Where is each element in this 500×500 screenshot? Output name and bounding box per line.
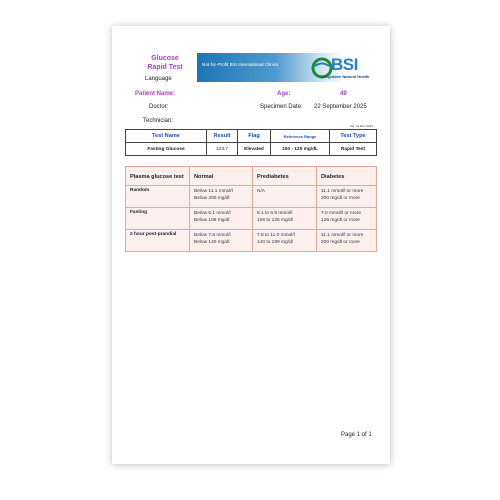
cell-test-name: Fasting Glucose <box>126 143 207 156</box>
col-test-type: Test Type <box>330 130 377 143</box>
col-reference-range: Reference Range <box>271 130 330 143</box>
ref-line: 11.1 mmol/l or more <box>321 233 364 238</box>
logo-subtitle: Integrative Natural Health <box>321 74 370 79</box>
age-label: Age: <box>277 91 291 97</box>
ref-cell-normal <box>190 186 253 208</box>
results-header-row <box>126 130 377 143</box>
ref-line: 108 to 125 mg/dl <box>257 218 293 223</box>
results-table <box>125 129 377 156</box>
reference-row <box>126 230 377 252</box>
ref-line: 140 to 199 mg/dl <box>257 240 293 245</box>
ref-cell-normal <box>190 230 253 252</box>
ref-line: Below 108 mg/dl <box>194 218 230 223</box>
ref-line: 6.1 to 6.9 mmol/l <box>257 211 293 216</box>
specimen-date-label: Specimen Date: <box>260 104 303 110</box>
reference-header-row <box>126 167 377 186</box>
age-value: 49 <box>340 91 347 97</box>
report-title <box>130 54 200 72</box>
reference-table <box>125 166 377 252</box>
doctor-label: Doctor: <box>149 104 169 110</box>
ref-line: 7.8 to 11.0 mmol/l <box>257 233 295 238</box>
ref-cell-test: Random <box>126 186 190 208</box>
ref-line: 11.1 mmol/l or more <box>321 189 364 194</box>
page-number: Page 1 of 1 <box>341 432 372 438</box>
ref-cell-diabetes <box>317 186 377 208</box>
ref-col-diabetes: Diabetes <box>317 167 377 186</box>
ref-cell-test: Fasting <box>126 208 190 230</box>
ref-line: Below 7.8 mmol/l <box>194 233 231 238</box>
ref-col-prediabetes: Prediabetes <box>253 167 317 186</box>
ref-line: Below 140 mg/dl <box>194 240 230 245</box>
ref-col-test: Plasma glucose test <box>126 167 190 186</box>
version-note: Ver. 11 Dec 2024 <box>350 124 373 128</box>
ref-cell-diabetes <box>317 230 377 252</box>
ref-line: 200 mg/dl or more <box>321 196 360 201</box>
logo-text: BSI <box>331 55 358 74</box>
cell-result: 123.7 <box>207 143 238 156</box>
ref-cell-prediabetes <box>253 230 317 252</box>
banner-text: Not-for-Profit BSI International Clinics <box>202 62 279 67</box>
technician-label: Technician: <box>143 118 174 124</box>
ref-cell-normal <box>190 208 253 230</box>
ref-line: 126 mg/dl or more <box>321 218 360 223</box>
ref-line: Below 11.1 mmol/l <box>194 189 233 194</box>
reference-row <box>126 186 377 208</box>
col-result: Result <box>207 130 238 143</box>
clinic-banner <box>197 53 372 82</box>
title-line-2: Rapid Test <box>147 64 183 71</box>
cell-reference-range: 100 - 125 mg/dL <box>271 143 330 156</box>
ref-line: Below 6.1 mmol/l <box>194 211 231 216</box>
ref-cell-test: 2 hour post-prandial <box>126 230 190 252</box>
specimen-date-value: 22 September 2025 <box>314 104 367 110</box>
ref-col-normal: Normal <box>190 167 253 186</box>
ref-cell-prediabetes <box>253 208 317 230</box>
ref-cell-diabetes <box>317 208 377 230</box>
results-row <box>126 143 377 156</box>
reference-row <box>126 208 377 230</box>
col-flag: Flag <box>238 130 271 143</box>
ref-cell-prediabetes <box>253 186 317 208</box>
language-label: Language <box>145 76 172 82</box>
patient-name-label: Patient Name: <box>135 91 176 97</box>
ref-line: N/A <box>257 189 265 194</box>
cell-flag: Elevated <box>238 143 271 156</box>
document-page <box>112 26 390 464</box>
ref-line: 7.0 mmol/l or more <box>321 211 361 216</box>
ref-line: Below 200 mg/dl <box>194 196 230 201</box>
cell-test-type: Rapid Test <box>330 143 377 156</box>
title-line-1: Glucose <box>151 55 179 62</box>
ref-line: 200 mg/dl or more <box>321 240 360 245</box>
col-test-name: Test Name <box>126 130 207 143</box>
